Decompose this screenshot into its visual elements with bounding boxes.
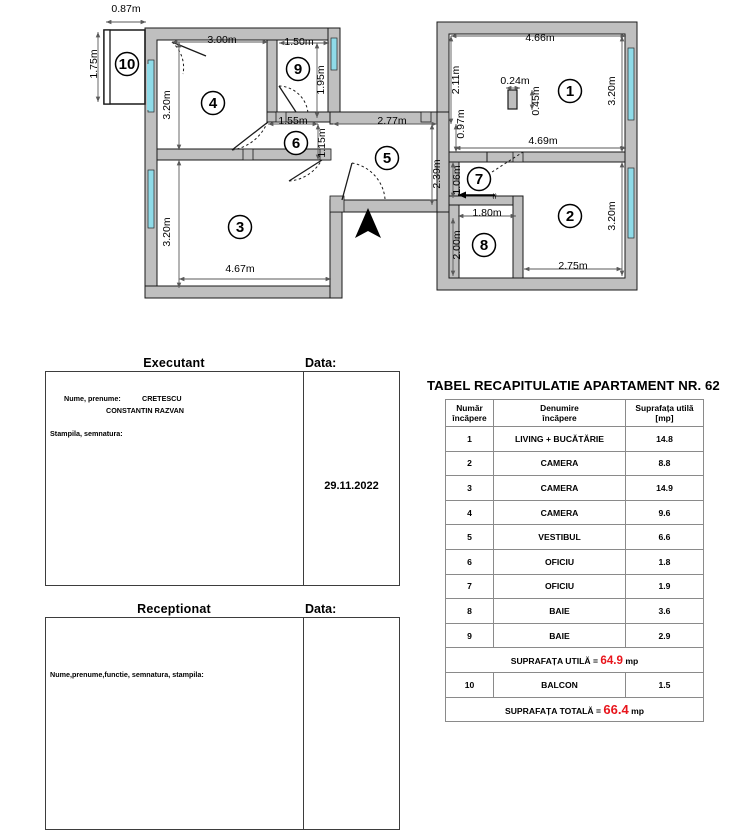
lower-section: [0, 352, 735, 820]
cell-room-name: CAMERA: [494, 476, 626, 501]
room-badge-4: [202, 92, 225, 115]
executant-date-box[interactable]: [304, 372, 399, 585]
cell-room-area: 6.6: [626, 525, 704, 550]
dimension-label: 0.24m: [500, 75, 530, 87]
cell-room-area: 1.9: [626, 574, 704, 599]
dimension-label: 2.11m: [450, 65, 462, 95]
cell-room-name: VESTIBUL: [494, 525, 626, 550]
header-room-number-line1: Număr: [456, 402, 483, 413]
receptionat-date-caption: Data:: [305, 602, 337, 616]
recap-table-body: [446, 427, 704, 722]
dimension-label: 2.39m: [431, 159, 443, 189]
dimension-label: 3.20m: [606, 201, 618, 231]
dimension-label: 1.50m: [284, 36, 314, 48]
room-badge-2: [559, 205, 582, 228]
cell-room-number: 4: [446, 500, 494, 525]
header-room-name-line2: încăpere: [542, 413, 577, 423]
balcony-row: [446, 672, 704, 697]
cell-room-name: CAMERA: [494, 500, 626, 525]
recap-table-section: [427, 378, 727, 722]
room-number-text: 6: [291, 135, 301, 152]
dimension-label: 4.67m: [225, 263, 255, 275]
window-room9: [331, 38, 337, 70]
dimension-labels: [88, 3, 618, 275]
floor-plan: [0, 0, 735, 330]
header-room-number: [446, 400, 494, 427]
cell-room-name: BAIE: [494, 623, 626, 648]
header-room-name: [494, 400, 626, 427]
cell-room-number: 3: [446, 476, 494, 501]
dimension-label: 0.45m: [530, 86, 542, 116]
cell-room-area: 1.8: [626, 549, 704, 574]
room-badge-5: [376, 147, 399, 170]
table-row: [446, 623, 704, 648]
window-room2: [628, 168, 634, 238]
room-badge-9: [287, 58, 310, 81]
cell-room-area: 14.8: [626, 427, 704, 452]
dimension-label: 1.80m: [472, 207, 502, 219]
receptionat-fields-label: Nume,prenume,functie, semnatura, stampila:: [50, 670, 204, 679]
dimension-label: 2.00m: [451, 230, 463, 260]
dimension-label: 1.95m: [315, 65, 327, 95]
room-badge-7: [468, 168, 491, 191]
receptionat-date-box[interactable]: [304, 618, 399, 829]
room-number-text: 4: [208, 95, 218, 112]
room-badge-8: [473, 234, 496, 257]
cell-balcony-area: 1.5: [626, 672, 704, 697]
dimension-label: 4.66m: [525, 32, 555, 44]
cell-room-name: CAMERA: [494, 451, 626, 476]
cell-room-area: 14.9: [626, 476, 704, 501]
total-label: SUPRAFAȚA TOTALĂ =: [504, 705, 604, 716]
dimension-label: 3.20m: [161, 90, 173, 120]
table-row: [446, 500, 704, 525]
room-badge-3: [229, 216, 252, 239]
cell-room-name: OFICIU: [494, 574, 626, 599]
executant-name-value: CRETESCU: [142, 394, 182, 403]
cell-balcony-number: 10: [446, 672, 494, 697]
dimension-label: 1.75m: [88, 49, 100, 79]
dimension-label: 1.15m: [316, 128, 328, 158]
cell-room-number: 1: [446, 427, 494, 452]
room-badge-1: [559, 80, 582, 103]
cell-room-name: OFICIU: [494, 549, 626, 574]
executant-caption-row: [45, 352, 400, 370]
room-number-text: 8: [479, 237, 489, 254]
recap-title: TABEL RECAPITULATIE APARTAMENT NR. 62: [427, 378, 720, 393]
svg-text:≈: ≈: [489, 193, 501, 199]
dimension-label: 1.06m: [451, 165, 463, 195]
receptionat-caption-row: [45, 598, 400, 616]
receptionat-box-left[interactable]: [46, 618, 304, 829]
subtotal-row: [446, 648, 704, 673]
wall-structure: [104, 22, 637, 298]
table-row: [446, 451, 704, 476]
executant-name-label: Nume, prenume:: [64, 394, 121, 403]
cell-room-number: 8: [446, 599, 494, 624]
room-number-text: 3: [235, 219, 245, 236]
window-room1: [628, 48, 634, 120]
header-room-number-line2: încăpere: [452, 413, 487, 423]
cell-room-number: 5: [446, 525, 494, 550]
table-row: [446, 549, 704, 574]
room-badge-6: [285, 132, 308, 155]
dimension-label: 2.77m: [377, 115, 407, 127]
subtotal-value: 64.9: [600, 653, 623, 667]
subtotal-label: SUPRAFAȚA UTILĂ =: [510, 655, 601, 666]
total-row: [446, 697, 704, 722]
dimension-label: 0.87m: [111, 3, 141, 15]
receptionat-box: [45, 617, 400, 830]
dimension-label: 3.20m: [606, 76, 618, 106]
dimension-label: 3.00m: [207, 34, 237, 46]
recap-table: [445, 399, 704, 722]
total-unit: mp: [628, 705, 645, 716]
cell-balcony-name: BALCON: [494, 672, 626, 697]
table-row: [446, 476, 704, 501]
executant-caption: Executant: [143, 356, 205, 370]
header-area-line1: Suprafața utilă: [635, 402, 694, 413]
signature-blocks: [45, 352, 400, 830]
cell-room-number: 2: [446, 451, 494, 476]
executant-name-value2: CONSTANTIN RAZVAN: [106, 406, 184, 415]
room-badge-10: [116, 53, 139, 76]
dimension-label: 3.20m: [161, 217, 173, 247]
total-value: 66.4: [603, 701, 629, 717]
header-area-line2: [mp]: [655, 413, 674, 423]
cell-room-area: 3.6: [626, 599, 704, 624]
header-room-name-line1: Denumire: [540, 402, 579, 413]
executant-stamp-label: Stampila, semnatura:: [50, 429, 123, 438]
cell-room-name: BAIE: [494, 599, 626, 624]
executant-date-value: 29.11.2022: [324, 480, 379, 492]
cell-room-number: 7: [446, 574, 494, 599]
cell-room-number: 9: [446, 623, 494, 648]
room-number-text: 5: [382, 150, 392, 167]
executant-box: [45, 371, 400, 586]
room-number-text: 9: [293, 61, 303, 78]
table-row: [446, 599, 704, 624]
cell-room-name: LIVING + BUCĂTĂRIE: [494, 427, 626, 452]
table-row: [446, 525, 704, 550]
executant-box-left[interactable]: [46, 372, 304, 585]
room-number-text: 7: [474, 171, 484, 188]
dimension-label: 2.75m: [558, 260, 588, 272]
table-row: [446, 574, 704, 599]
cell-room-number: 6: [446, 549, 494, 574]
cell-room-area: 8.8: [626, 451, 704, 476]
dimension-label: 1.55m: [278, 115, 308, 127]
column: [508, 90, 517, 109]
header-area: [626, 400, 704, 427]
table-row: [446, 427, 704, 452]
receptionat-caption: Receptionat: [137, 602, 211, 616]
cell-room-area: 2.9: [626, 623, 704, 648]
room-number-text: 2: [565, 208, 575, 225]
spacer: [45, 586, 400, 598]
executant-date-caption: Data:: [305, 356, 337, 370]
dimension-label: 0.97m: [455, 109, 467, 139]
room-number-text: 10: [118, 56, 136, 73]
subtotal-cell: [446, 648, 704, 673]
total-cell: [446, 697, 704, 722]
cell-room-area: 9.6: [626, 500, 704, 525]
subtotal-unit: mp: [622, 655, 639, 666]
dimension-label: 4.69m: [528, 135, 558, 147]
room-number-text: 1: [565, 83, 575, 100]
table-header-row: [446, 400, 704, 427]
window-room3: [148, 170, 154, 228]
